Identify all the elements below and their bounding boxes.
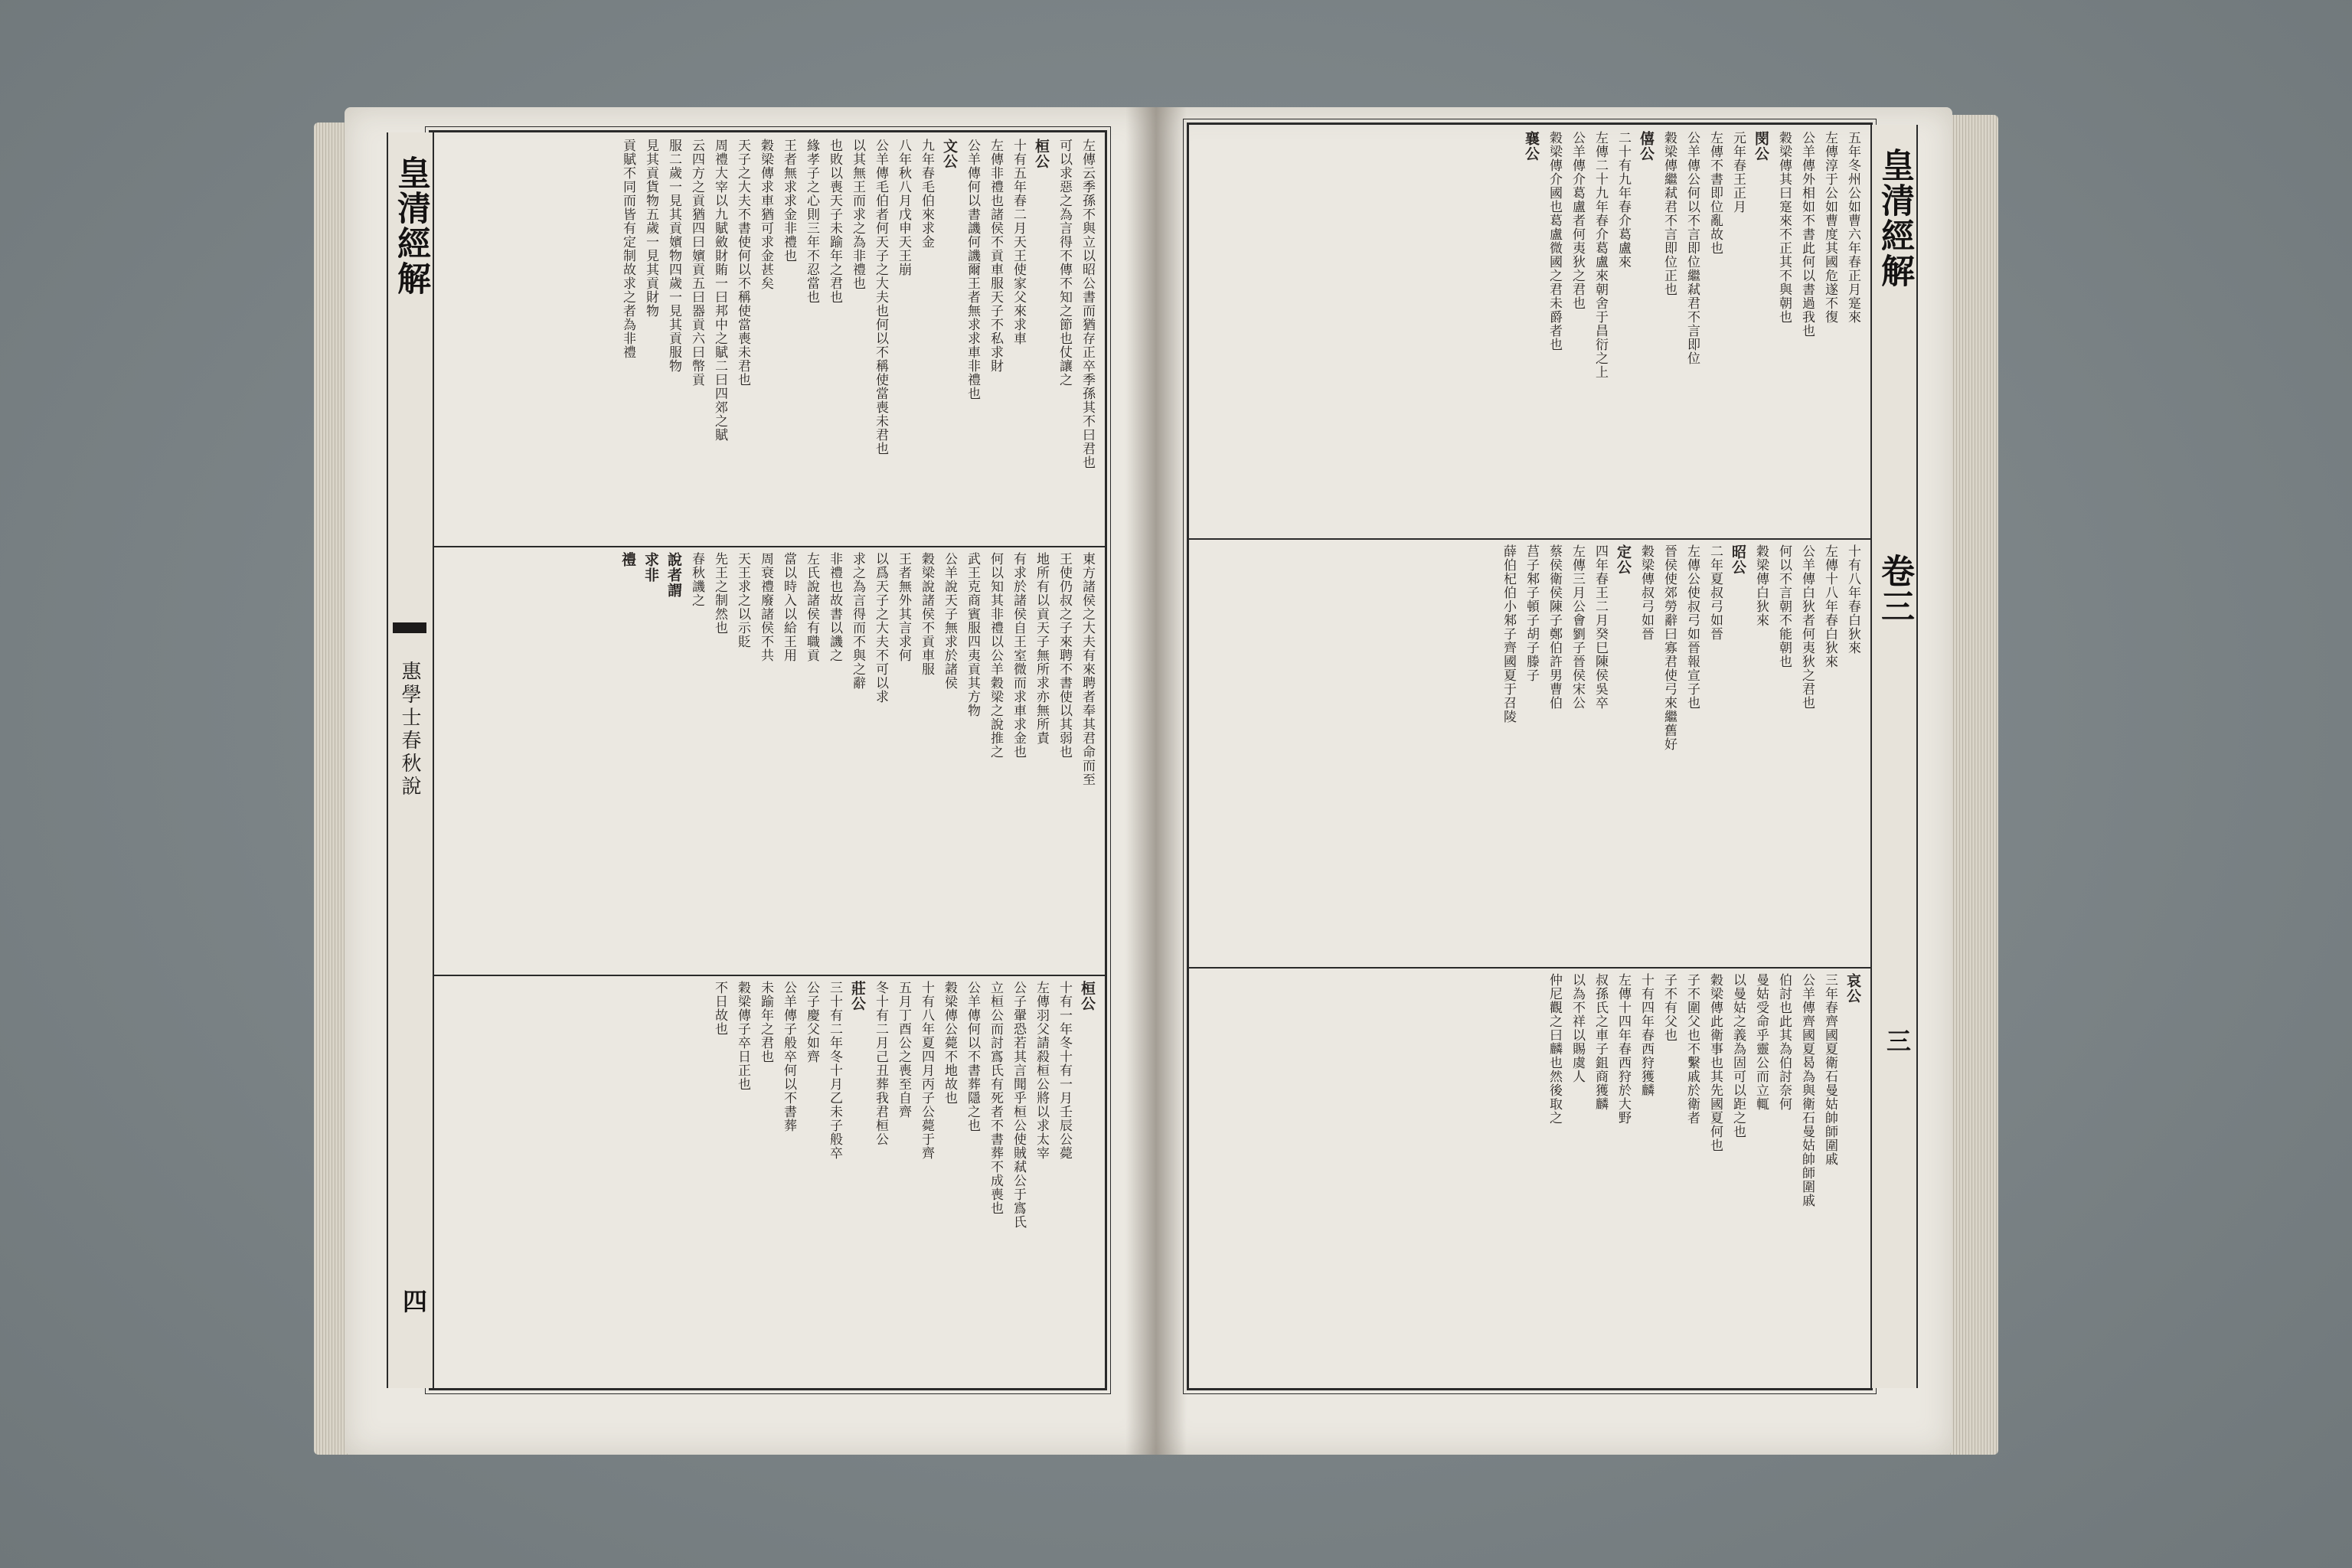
left-middle-column: 周衰禮廢諸侯不共: [758, 552, 773, 662]
left-page: [345, 107, 1156, 1455]
right-top-column: 閔公: [1753, 131, 1769, 162]
right-top-column: 僖公: [1638, 131, 1655, 162]
left-middle-column: 東方諸侯之大夫有來聘者奉其君命而至: [1080, 552, 1095, 786]
left-bottom-column: 公羊傳何以不書葬隱之也: [965, 981, 980, 1132]
open-book: [314, 92, 1998, 1470]
left-middle-column: 穀梁說諸侯不貢車服: [919, 552, 934, 676]
left-middle-column: 當以時入以給王用: [781, 552, 796, 662]
left-middle-column: 何以知其非禮以公羊穀梁之說推之: [988, 552, 1003, 759]
right-band-rule-1: [1189, 538, 1870, 540]
left-middle-column: 有求於諸侯自王室微而求車求金也: [1011, 552, 1026, 759]
left-top-column: 十有五年春二月天王使家父來求車: [1011, 139, 1026, 345]
left-middle-column: 武王克商賓服四夷貢其方物: [965, 552, 980, 717]
right-middle-column: 左傳十八年春白狄來: [1822, 544, 1838, 668]
left-middle-column: 求之為言得而不與之辭: [850, 552, 865, 690]
right-top-column: 穀梁傳介國也葛盧微國之君未爵者也: [1547, 131, 1562, 351]
left-top-column: 文公: [941, 139, 958, 169]
left-middle-column: 春秋譏之: [689, 552, 704, 607]
left-bottom-column: 公羊傳子般卒何以不書葬: [781, 981, 796, 1132]
right-bottom-column: 子不有父也: [1661, 973, 1677, 1042]
right-middle-column: 四年春王二月癸巳陳侯吳卒: [1592, 544, 1608, 710]
left-bottom-column: 未踰年之君也: [758, 981, 773, 1063]
left-middle-column: 王使仍叔之子來聘不書使以其弱也: [1057, 552, 1072, 759]
left-middle-column: 左氏說諸侯有職貢: [804, 552, 819, 662]
right-middle-column: 昭公: [1730, 544, 1746, 575]
left-series-title: 皇清經解: [391, 155, 430, 296]
left-middle-column: 禮: [619, 552, 636, 567]
left-middle-column: 求非: [642, 552, 659, 583]
left-bottom-column: 三十有二年冬十月乙未子般卒: [827, 981, 842, 1160]
left-bottom-column: 公子翬恐若其言聞乎桓公使賊弒公于寪氏: [1011, 981, 1026, 1229]
right-top-column: 公羊傳公何以不言即位繼弒君不言即位: [1684, 131, 1700, 365]
right-bottom-column: 公羊傳齊國夏曷為與衛石曼姑帥師圍戚: [1799, 973, 1815, 1207]
right-middle-column: 穀梁傳白狄來: [1753, 544, 1769, 627]
right-bottom-column: 伯討也此其為伯討奈何: [1776, 973, 1792, 1111]
book-gutter: [1125, 107, 1187, 1455]
right-band-rule-2: [1189, 967, 1870, 969]
right-middle-column: 二年夏叔弓如晉: [1707, 544, 1723, 641]
left-top-column: 也敗以喪天子未踰年之君也: [827, 139, 842, 304]
right-volume-label: 卷三: [1875, 554, 1914, 624]
right-middle-column: 公羊傳白狄者何夷狄之君也: [1799, 544, 1815, 710]
left-top-column: 八年秋八月戊申天王崩: [896, 139, 911, 276]
left-top-column: 九年春毛伯來求金: [919, 139, 934, 249]
right-middle-column: 左傳三月公會劉子晉侯宋公: [1570, 544, 1585, 710]
right-bottom-column: 哀公: [1844, 973, 1861, 1004]
left-top-column: 云四方之貢猶四曰嬪貢五曰器貢六曰幣貢: [689, 139, 704, 387]
right-middle-column: 莒子邾子頓子胡子滕子: [1524, 544, 1539, 682]
right-page-frame: [1187, 122, 1914, 1390]
right-bottom-column: 以為不祥以賜虞人: [1570, 973, 1585, 1083]
left-middle-column: 非禮也故書以譏之: [827, 552, 842, 662]
left-middle-column: 天王求之以示貶: [735, 552, 750, 648]
right-bottom-column: 穀梁傳此衛事也其先國夏何也: [1707, 973, 1723, 1152]
left-middle-column: 先王之制然也: [712, 552, 727, 635]
left-bottom-column: 穀梁傳公薨不地故也: [942, 981, 957, 1105]
left-top-column: 服二歲一見其貢嬪物四歲一見其貢服物: [666, 139, 681, 373]
right-middle-column: 何以不言朝不能朝也: [1776, 544, 1792, 668]
left-band-rule-1: [431, 546, 1105, 547]
right-top-column: 穀梁傳其曰寔來不正其不與朝也: [1776, 131, 1792, 324]
right-bottom-column: 左傳十四年春西狩於大野: [1615, 973, 1631, 1125]
left-page-frame: [391, 130, 1107, 1390]
left-attribution: 惠學士春秋說: [398, 661, 421, 799]
right-bottom-column: 仲尼觀之曰麟也然後取之: [1547, 973, 1562, 1125]
right-top-column: 左傳二十九年春介葛盧來朝舍于昌衍之上: [1592, 131, 1608, 379]
left-center-strip: [387, 132, 434, 1388]
right-bottom-column: 以曼姑之義為固可以距之也: [1730, 973, 1746, 1138]
left-bottom-column: 不日故也: [712, 981, 727, 1036]
right-middle-band: [1189, 544, 1870, 962]
left-bottom-band: [431, 981, 1105, 1383]
left-bottom-column: 莊公: [849, 981, 866, 1011]
right-middle-column: 定公: [1615, 544, 1632, 575]
right-series-title: 皇清經解: [1875, 148, 1914, 289]
right-middle-column: 蔡侯衛侯陳子鄭伯許男曹伯: [1547, 544, 1562, 710]
right-bottom-column: 叔孫氏之車子鉏商獲麟: [1592, 973, 1608, 1111]
right-folio: 三: [1883, 1028, 1912, 1053]
left-top-column: 公羊傳何以書譏何譏爾王者無求求車非禮也: [965, 139, 980, 400]
left-bottom-column: 左傳羽父請殺桓公將以求太宰: [1034, 981, 1049, 1160]
right-top-column: 元年春王正月: [1730, 131, 1746, 214]
right-bottom-column: 曼姑受命乎靈公而立輒: [1753, 973, 1769, 1111]
right-top-column: 左傳不書即位亂故也: [1707, 131, 1723, 255]
right-top-column: 二十有九年春介葛盧來: [1615, 131, 1631, 269]
left-top-column: 見其貢貨物五歲一見其貢財物: [643, 139, 658, 318]
right-page: [1156, 107, 1952, 1455]
left-bottom-column: 桓公: [1079, 981, 1096, 1011]
left-middle-column: 王者無外其言求何: [896, 552, 911, 662]
right-middle-column: 左傳公使叔弓如晉報宣子也: [1684, 544, 1700, 710]
right-bottom-band: [1189, 973, 1870, 1375]
left-folio: 四: [399, 1289, 428, 1313]
left-top-column: 貢賦不同而皆有定制故求之者為非禮: [620, 139, 635, 359]
left-top-column: 以其無王而求之為非禮也: [850, 139, 865, 290]
right-middle-column: 薛伯杞伯小邾子齊國夏于召陵: [1501, 544, 1516, 724]
right-top-column: 穀梁傳繼弒君不言即位正也: [1661, 131, 1677, 296]
left-top-column: 左傳非禮也諸侯不貢車服天子不私求財: [988, 139, 1003, 373]
left-middle-column: 說者謂: [665, 552, 682, 598]
right-top-band: [1189, 131, 1870, 533]
left-bottom-column: 十有八年夏四月丙子公薨于齊: [919, 981, 934, 1160]
left-bottom-column: 穀梁傳子卒日正也: [735, 981, 750, 1091]
left-bottom-column: 立桓公而討寪氏有死者不書葬不成喪也: [988, 981, 1003, 1215]
right-middle-column: 穀梁傳叔弓如晉: [1638, 544, 1654, 641]
left-bottom-column: 十有一年冬十有一月壬辰公薨: [1057, 981, 1072, 1160]
left-top-column: 穀梁傳求車猶可求金甚矣: [758, 139, 773, 290]
right-top-column: 左傳淳于公如曹度其國危遂不復: [1822, 131, 1838, 324]
right-bottom-column: 子不圍父也不繫戚於衛者: [1684, 973, 1700, 1125]
right-top-column: 五年冬州公如曹六年春正月寔來: [1845, 131, 1860, 324]
left-top-column: 周禮大宰以九賦斂財賄一曰邦中之賦二曰四郊之賦: [712, 139, 727, 442]
right-bottom-column: 三年春齊國夏衛石曼姑帥師圍戚: [1822, 973, 1838, 1166]
left-middle-band: [431, 552, 1105, 969]
left-bottom-column: 冬十有二月己丑葬我君桓公: [873, 981, 888, 1146]
left-top-column: 緣孝子之心則三年不忍當也: [804, 139, 819, 304]
left-fish-tail-mark: [393, 622, 426, 656]
left-middle-column: 以爲天子之大夫不可以求: [873, 552, 888, 704]
left-middle-column: 地所有以貢天子無所求亦無所責: [1034, 552, 1049, 745]
left-top-band: [431, 139, 1105, 541]
left-band-rule-2: [431, 975, 1105, 976]
right-bottom-column: 十有四年春西狩獲麟: [1638, 973, 1654, 1097]
right-center-strip: [1870, 125, 1918, 1388]
left-top-column: 公羊傳毛伯者何天子之大夫也何以不稱使當喪未君也: [873, 139, 888, 456]
right-middle-column: 晉侯使郊勞辭曰寡君使弓來繼舊好: [1661, 544, 1677, 751]
left-bottom-column: 五月丁酉公之喪至自齊: [896, 981, 911, 1119]
right-top-column: 襄公: [1523, 131, 1540, 162]
left-top-column: 天子之大夫不書使何以不稱使當喪未君也: [735, 139, 750, 387]
left-top-column: 桓公: [1033, 139, 1050, 169]
left-middle-column: 公羊說天子無求於諸侯: [942, 552, 957, 690]
left-top-column: 可以求惡之為言得不傳不知之節也仗讓之: [1057, 139, 1072, 387]
right-middle-column: 十有八年春白狄來: [1845, 544, 1860, 655]
right-top-column: 公羊傳外相如不書此何以書過我也: [1799, 131, 1815, 338]
left-bottom-column: 公子慶父如齊: [804, 981, 819, 1063]
left-top-column: 王者無求求金非禮也: [781, 139, 796, 263]
left-top-column: 左傳云季孫不與立以昭公書而猶存正卒季孫其不曰君也: [1080, 139, 1095, 469]
right-top-column: 公羊傳介葛盧者何夷狄之君也: [1570, 131, 1585, 310]
